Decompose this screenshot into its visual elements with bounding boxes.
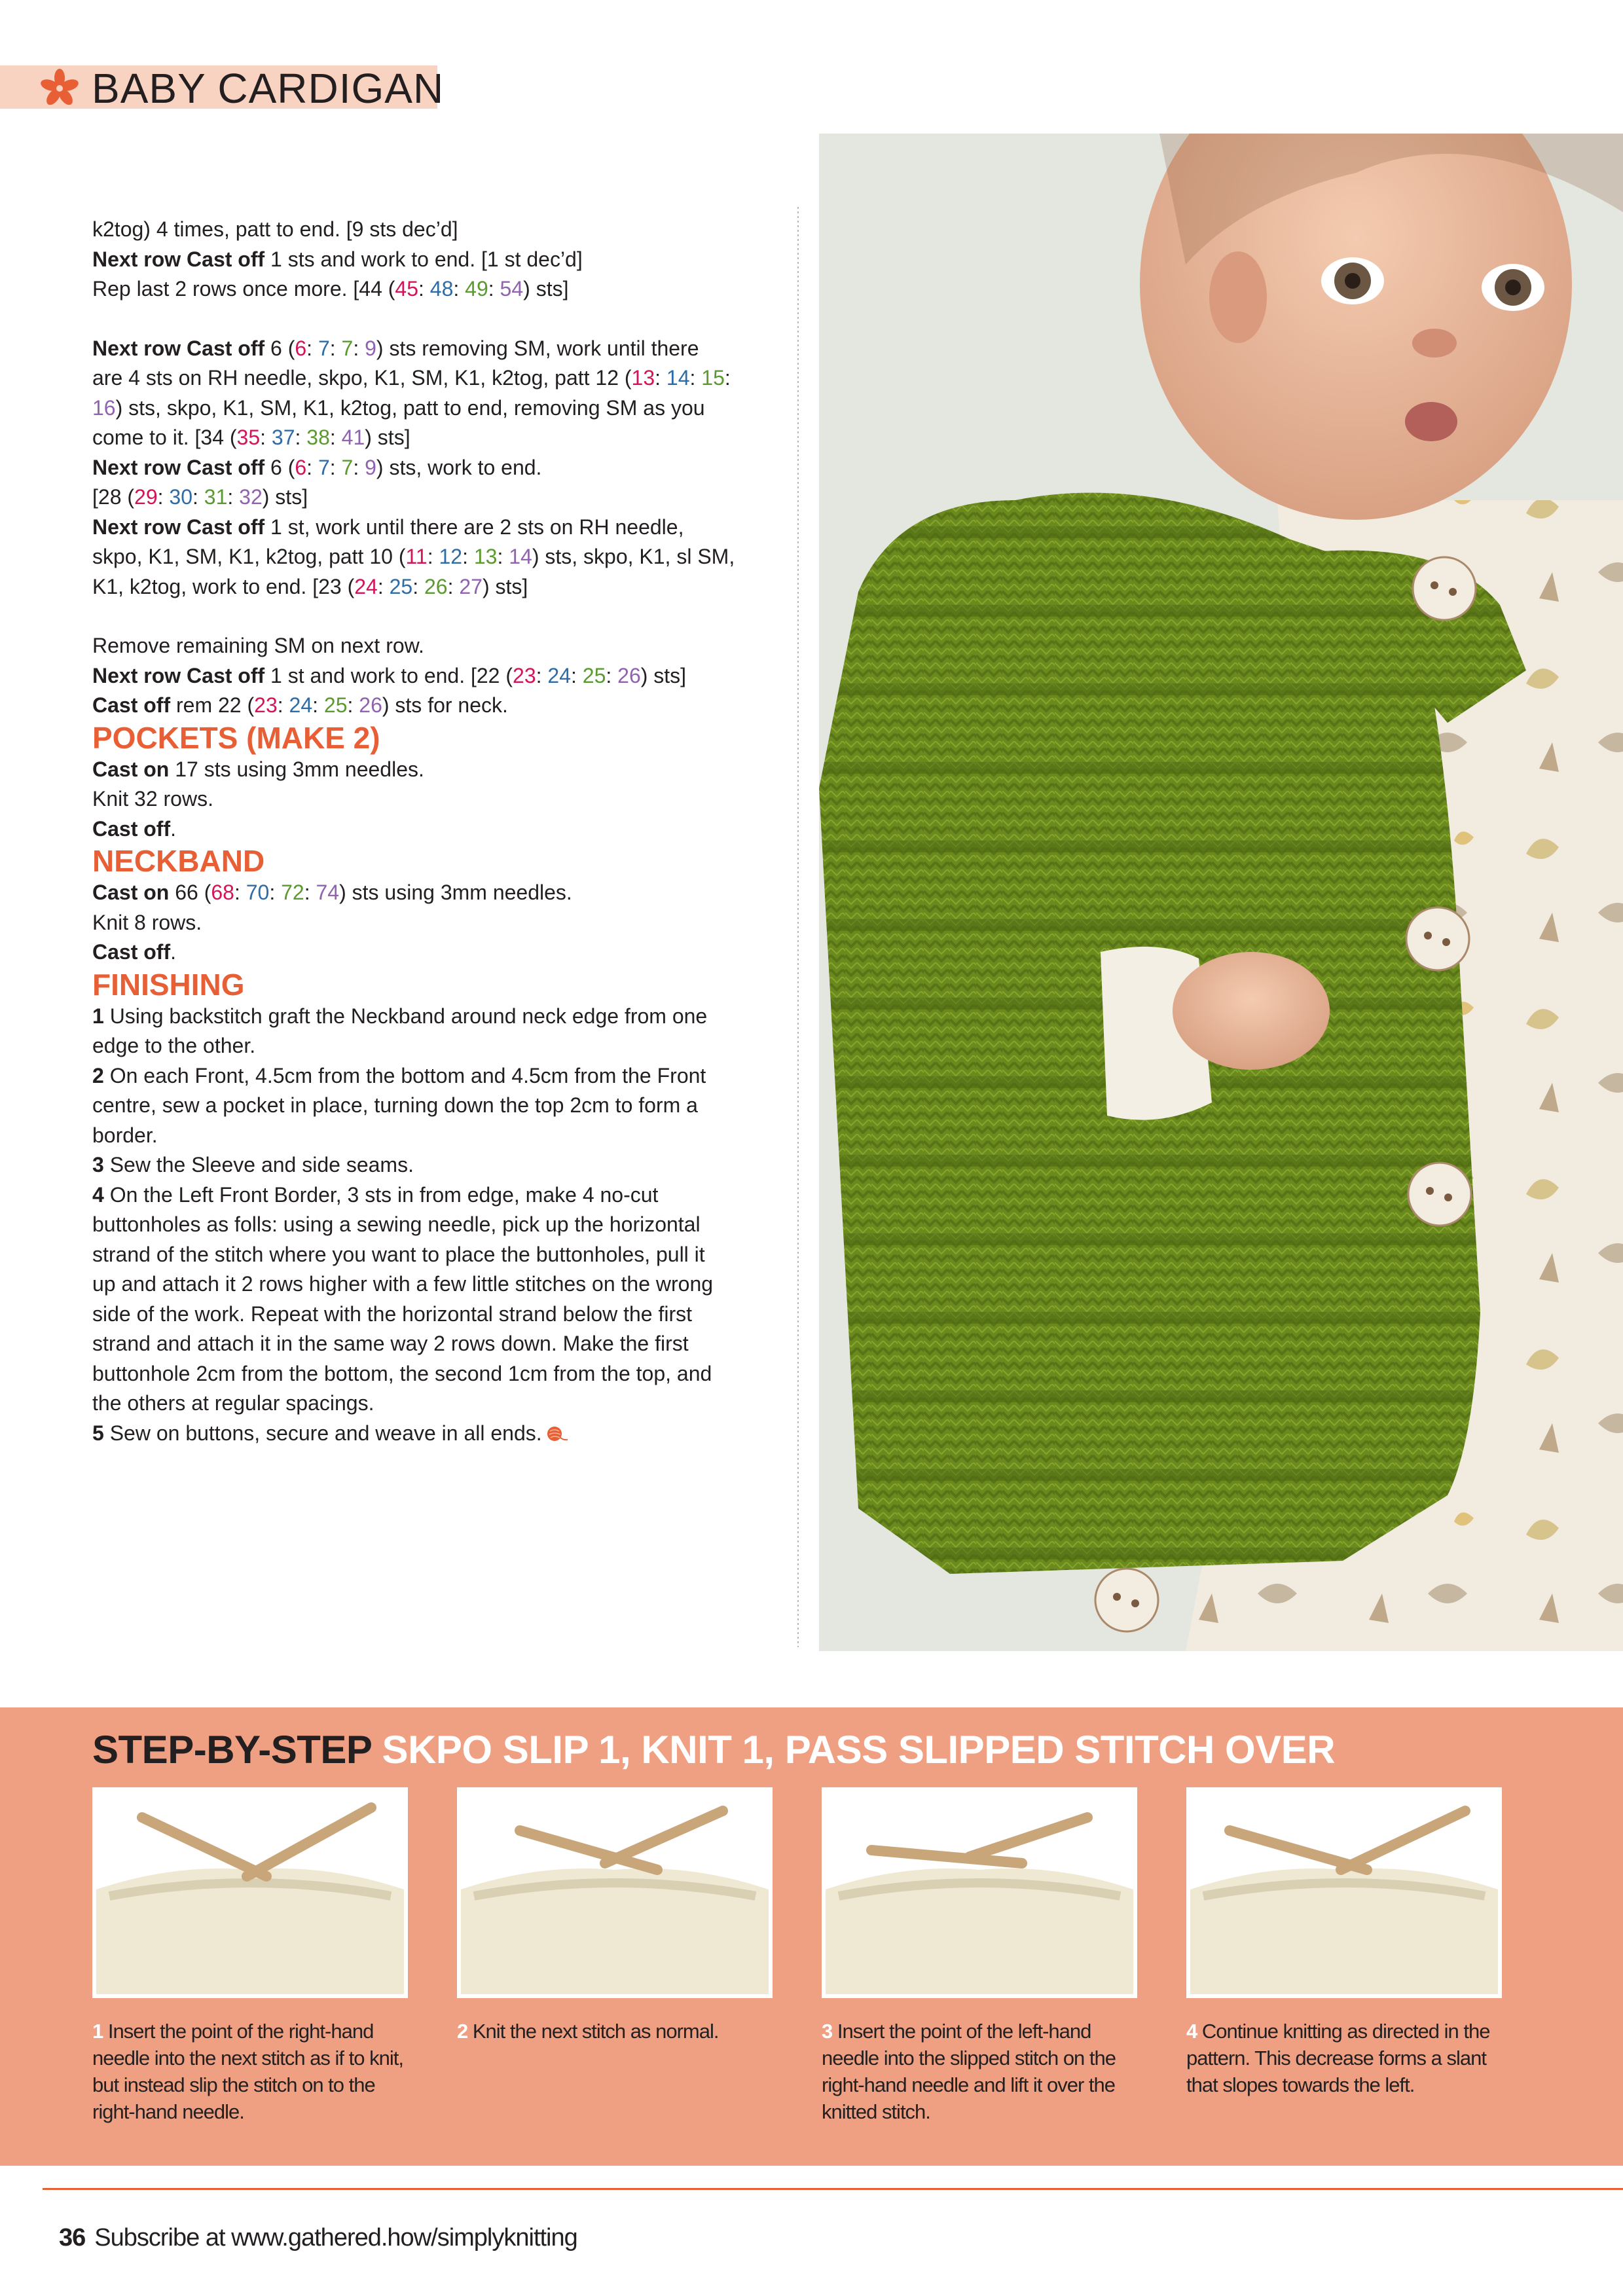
pattern-line: Next row Cast off 1 sts and work to end. [1 st dec’d]	[92, 247, 583, 271]
pattern-line: 1 Using backstitch graft the Neckband around neck edge from one	[92, 1004, 708, 1028]
pattern-line: Cast off.	[92, 816, 176, 841]
flower-icon	[39, 68, 80, 109]
step-caption-4: 4 Continue knitting as directed in the pattern. This decrease forms a slant that slopes towards the left.	[1186, 2020, 1490, 2096]
pattern-line: 5 Sew on buttons, secure and weave in all ends.	[92, 1419, 773, 1449]
yarn-ball-icon	[546, 1425, 568, 1443]
pattern-line: side of the work. Repeat with the horizontal strand below the first	[92, 1302, 693, 1326]
pattern-line: Cast on 17 sts using 3mm needles.	[92, 757, 424, 781]
pattern-line: centre, sew a pocket in place, turning down the top 2cm to form a	[92, 1093, 698, 1117]
pattern-line: buttonhole 2cm from the bottom, the second 1cm from the top, and	[92, 1361, 712, 1385]
pattern-line: Knit 8 rows.	[92, 910, 202, 934]
pattern-line: K1, k2tog, work to end. [23 (24: 25: 26: 27) sts]	[92, 574, 528, 598]
pattern-line: Rep last 2 rows once more. [44 (45: 48: 49: 54) sts]	[92, 277, 569, 301]
pattern-line: border.	[92, 1123, 158, 1147]
step-photo-2	[457, 1787, 773, 1998]
pattern-line: Next row Cast off 6 (6: 7: 7: 9) sts, work to end.	[92, 455, 542, 479]
page-number: 36	[59, 2224, 86, 2251]
step-caption-3: 3 Insert the point of the left-hand needle into the slipped stitch on the right-hand needle and lift it over the knitted stitch.	[822, 2020, 1116, 2123]
footer	[59, 2224, 577, 2252]
subscribe-link[interactable]: Subscribe at www.gathered.how/simplyknitting	[94, 2224, 577, 2251]
step-caption-1: 1 Insert the point of the right-hand needle into the next stitch as if to knit, but instead slip the stitch on to the right-hand needle.	[92, 2020, 403, 2123]
footer-rule	[43, 2188, 1623, 2190]
pattern-line: Cast off rem 22 (23: 24: 25: 26) sts for neck.	[92, 693, 508, 717]
steps-heading: STEP-BY-STEP SKPO SLIP 1, KNIT 1, PASS SLIPPED STITCH OVER	[92, 1728, 1336, 1772]
finishing-heading: FINISHING	[92, 967, 245, 1002]
pattern-line: 2 On each Front, 4.5cm from the bottom and 4.5cm from the Front	[92, 1063, 706, 1087]
column-divider	[797, 207, 799, 1647]
neckband-heading: NECKBAND	[92, 844, 265, 878]
pattern-line: edge to the other.	[92, 1034, 256, 1057]
pattern-line: Next row Cast off 1 st and work to end. [22 (23: 24: 25: 26) sts]	[92, 663, 687, 687]
pattern-line: Cast on 66 (68: 70: 72: 74) sts using 3mm needles.	[92, 881, 572, 904]
pockets-heading: POCKETS (MAKE 2)	[92, 720, 380, 755]
button-icon	[1095, 1569, 1158, 1631]
pattern-line: Knit 32 rows.	[92, 787, 213, 811]
pattern-line: Next row Cast off 6 (6: 7: 7: 9) sts removing SM, work until there	[92, 336, 699, 360]
step-photo-4	[1186, 1787, 1502, 1998]
pattern-line: 3 Sew the Sleeve and side seams.	[92, 1153, 414, 1176]
page-title: BABY CARDIGAN	[92, 65, 445, 112]
step-caption-2: 2 Knit the next stitch as normal.	[457, 2020, 719, 2043]
pattern-line: [28 (29: 30: 31: 32) sts]	[92, 485, 308, 509]
pattern-line: Cast off.	[92, 940, 176, 964]
pattern-text	[92, 215, 773, 1448]
pattern-line: buttonholes as folls: using a sewing needle, pick up the horizontal	[92, 1212, 701, 1236]
pattern-line: come to it. [34 (35: 37: 38: 41) sts]	[92, 426, 410, 449]
pattern-line: up and attach it 2 rows higher with a few little stitches on the wrong	[92, 1272, 714, 1296]
pattern-line: 16) sts, skpo, K1, SM, K1, k2tog, patt to end, removing SM as you	[92, 395, 705, 420]
pattern-line: 4 On the Left Front Border, 3 sts in from edge, make 4 no-cut	[92, 1182, 659, 1207]
pattern-line: Next row Cast off 1 st, work until there are 2 sts on RH needle,	[92, 515, 684, 539]
pattern-line: skpo, K1, SM, K1, k2tog, patt 10 (11: 12: 13: 14) sts, skpo, K1, sl SM,	[92, 545, 735, 568]
button-icon	[1413, 557, 1476, 620]
pattern-line: Remove remaining SM on next row.	[92, 634, 424, 657]
cardigan-photo	[819, 134, 1623, 1651]
pattern-line: strand and attach it in the same way 2 rows down. Make the first	[92, 1332, 689, 1355]
pattern-line: the others at regular spacings.	[92, 1391, 374, 1415]
button-icon	[1406, 907, 1469, 970]
pattern-line: are 4 sts on RH needle, skpo, K1, SM, K1, k2tog, patt 12 (13: 14: 15:	[92, 366, 731, 390]
step-photo-3	[822, 1787, 1137, 1998]
button-icon	[1408, 1163, 1471, 1226]
pattern-line: k2tog) 4 times, patt to end. [9 sts dec’d]	[92, 217, 458, 241]
pattern-line: strand of the stitch where you want to place the buttonholes, pull it	[92, 1242, 705, 1266]
step-photo-1	[92, 1787, 408, 1998]
